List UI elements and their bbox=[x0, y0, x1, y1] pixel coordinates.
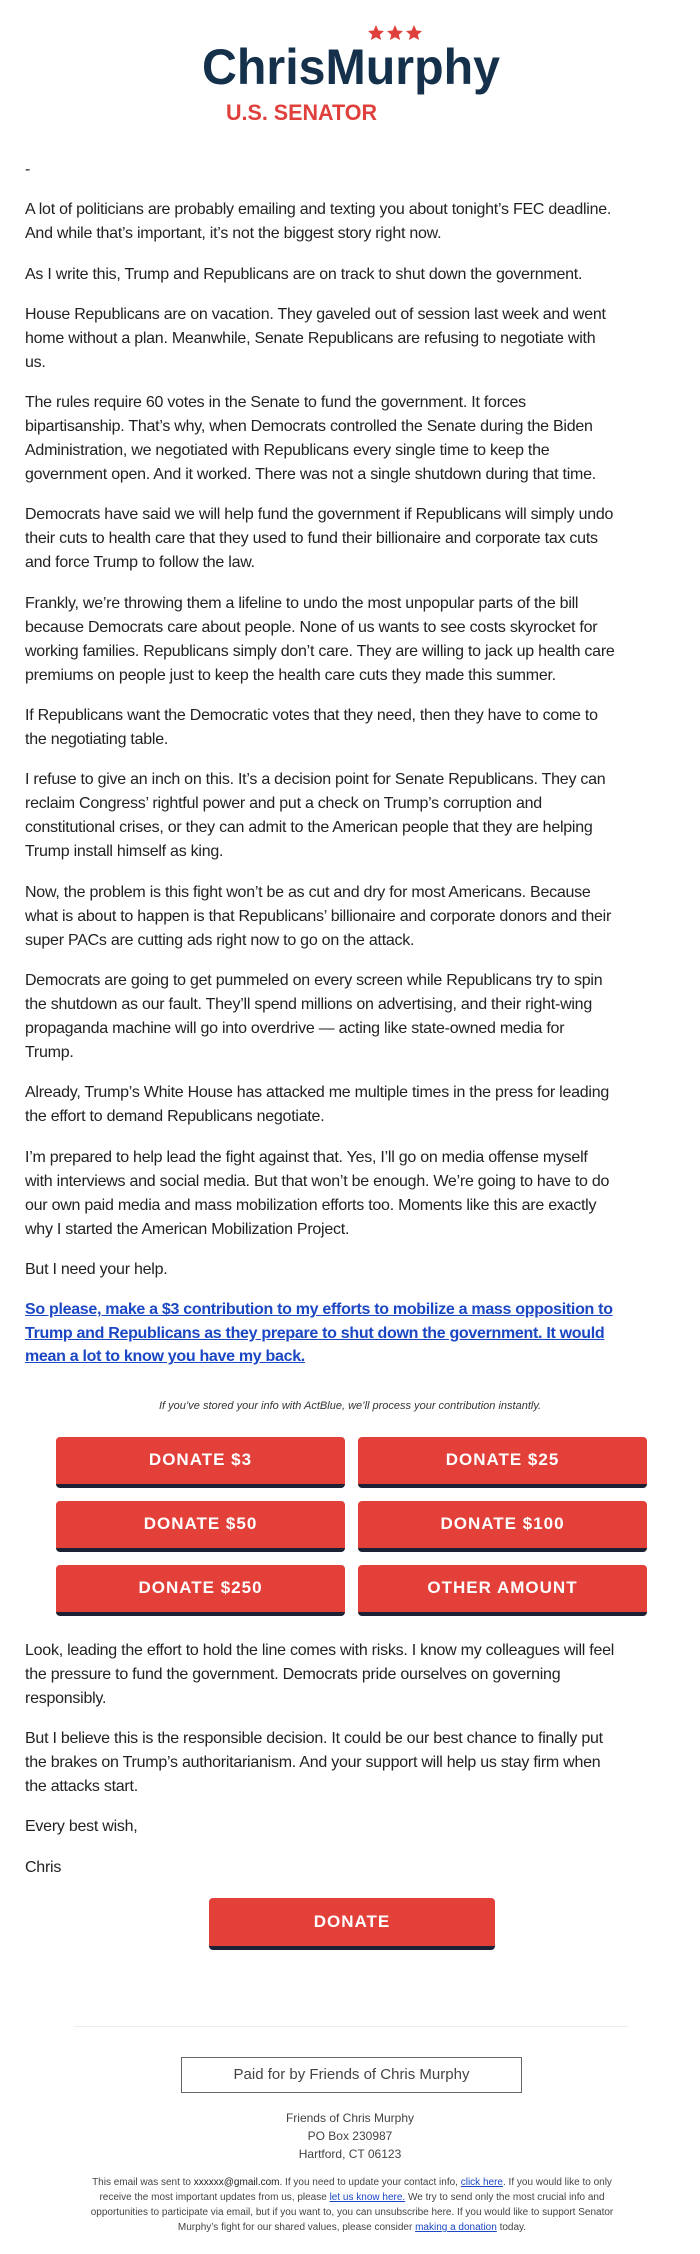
paragraph-line: Democrats have said we will help fund the government if Republicans will simply undo bbox=[25, 506, 614, 524]
paragraph-line: Frankly, we’re throwing them a lifeline to undo the most unpopular parts of the bill bbox=[25, 594, 579, 612]
fine-print-text: We try to send only the most crucial info and opportunities to participate via email, but if you want to, you can unsubscribe here. If you would like to support Senator Murphy’s fight for our shared values, please consider bbox=[90, 2192, 614, 2233]
paragraph-line: the negotiating table. bbox=[25, 731, 169, 749]
paragraph-line: the shutdown as our fault. They’ll spend millions on advertising, and their right-wing bbox=[25, 995, 592, 1013]
body-paragraph bbox=[25, 768, 675, 864]
donate-amount-button[interactable]: DONATE $50 bbox=[56, 1501, 345, 1552]
paid-for-disclaimer: Paid for by Friends of Chris Murphy bbox=[181, 2057, 522, 2093]
logo-name: ChrisMurphy bbox=[202, 39, 501, 95]
paragraph-line: the effort to demand Republicans negotiate. bbox=[25, 1108, 325, 1126]
contribution-link-line[interactable]: So please, make a $3 contribution to my efforts to mobilize a mass opposition to bbox=[25, 1301, 613, 1319]
paragraph-line: Trump. bbox=[25, 1043, 74, 1061]
body-paragraph bbox=[25, 1815, 675, 1839]
paragraph-line: If Republicans want the Democratic votes that they need, then they have to come to bbox=[25, 707, 598, 725]
paragraph-line: I’m prepared to help lead the fight against that. Yes, I’ll go on media offense myself bbox=[25, 1148, 588, 1166]
donate-button[interactable]: DONATE bbox=[209, 1898, 495, 1950]
paragraph-line: bipartisanship. That’s why, when Democrats controlled the Senate during the Biden bbox=[25, 418, 593, 436]
paragraph-line: House Republicans are on vacation. They gaveled out of session last week and went bbox=[25, 305, 606, 323]
body-paragraph bbox=[25, 1639, 675, 1711]
body-paragraph bbox=[25, 1081, 675, 1129]
paragraph-line: But I believe this is the responsible decision. It could be our best chance to finally put bbox=[25, 1729, 603, 1747]
logo-subtitle: U.S. SENATOR bbox=[226, 100, 378, 124]
paragraph-line: premiums on people just to keep the health care cuts they made this summer. bbox=[25, 666, 556, 684]
address-line: PO Box 230987 bbox=[307, 2129, 393, 2143]
paragraph-line: And while that’s important, it’s not the biggest story right now. bbox=[25, 225, 442, 243]
body-paragraph bbox=[25, 1258, 675, 1282]
paragraph-line: the brakes on Trump’s authoritarianism. And your support will help us stay firm when bbox=[25, 1753, 601, 1771]
paragraph-line: the attacks start. bbox=[25, 1777, 138, 1795]
paragraph-line: Administration, we negotiated with Republicans every single time to keep the bbox=[25, 442, 550, 460]
donate-button-grid bbox=[56, 1437, 675, 1616]
paragraph-line: and force Trump to follow the law. bbox=[25, 554, 255, 572]
paragraph-line: us. bbox=[25, 353, 46, 371]
body-paragraph bbox=[25, 503, 675, 575]
paragraph-line: Every best wish, bbox=[25, 1818, 138, 1836]
cta-paragraph bbox=[25, 1298, 675, 1369]
paragraph-line: responsibly. bbox=[25, 1689, 107, 1707]
body-paragraph bbox=[25, 881, 675, 953]
paragraph-line: A lot of politicians are probably emailing and texting you about tonight’s FEC deadline. bbox=[25, 201, 612, 219]
paragraph-line: their cuts to health care that they used to fund their billionaire and corporate tax cuts bbox=[25, 530, 598, 548]
paragraph-line: our own paid media and mass mobilization efforts too. Moments like this are exactly bbox=[25, 1196, 597, 1214]
footer-divider bbox=[74, 2026, 628, 2027]
fine-print-text: . If you would like to only receive the most important updates from us, please bbox=[99, 2177, 612, 2203]
logo-stars-icon bbox=[368, 25, 422, 40]
body-paragraph bbox=[25, 391, 675, 487]
body-paragraph bbox=[25, 263, 675, 287]
paragraph-line: why I started the American Mobilization Project. bbox=[25, 1220, 350, 1238]
paragraph-line: Look, leading the effort to hold the line comes with risks. I know my colleagues will feel bbox=[25, 1641, 615, 1659]
contribution-link-line[interactable]: Trump and Republicans as they prepare to shut down the government. It would bbox=[25, 1324, 605, 1342]
update-contact-link[interactable]: click here bbox=[460, 2177, 503, 2188]
body-paragraph bbox=[25, 592, 675, 688]
donate-amount-button[interactable]: DONATE $100 bbox=[358, 1501, 647, 1552]
body-paragraph bbox=[25, 1727, 675, 1799]
paragraph-line: constitutional crises, or they can admit to the American people that they are helping bbox=[25, 819, 593, 837]
header-logo-area bbox=[0, 0, 700, 158]
address-line: Friends of Chris Murphy bbox=[285, 2111, 415, 2125]
important-updates-link[interactable]: let us know here. bbox=[329, 2192, 406, 2203]
donate-amount-button[interactable]: OTHER AMOUNT bbox=[358, 1565, 647, 1616]
contribution-link-line[interactable]: mean a lot to know you have my back. bbox=[25, 1348, 305, 1366]
paragraph-line: government open. And it worked. There was not a single shutdown during that time. bbox=[25, 466, 596, 484]
paragraph-line: working families. Republicans simply don’t care. They are willing to jack up health care bbox=[25, 642, 615, 660]
paragraph-line: reclaim Congress’ rightful power and put a check on Trump’s corruption and bbox=[25, 795, 542, 813]
body-paragraphs-bottom bbox=[25, 1639, 675, 1880]
contribution-link[interactable] bbox=[25, 1298, 675, 1369]
paragraph-line: what is about to happen is that Republicans’ billionaire and corporate donors and their bbox=[25, 907, 612, 925]
recipient-email: xxxxxx@gmail.com bbox=[193, 2177, 280, 2188]
intro-dash: - bbox=[25, 161, 31, 178]
paragraph-line: Trump install himself as king. bbox=[25, 843, 224, 861]
paragraph-line: Democrats are going to get pummeled on every screen while Republicans try to spin bbox=[25, 971, 603, 989]
paragraph-line: propaganda machine will go into overdrive — acting like state-owned media for bbox=[25, 1019, 565, 1037]
actblue-note: If you’ve stored your info with ActBlue, we’ll process your contribution instantly. bbox=[158, 1399, 542, 1412]
donate-amount-button[interactable]: DONATE $3 bbox=[56, 1437, 345, 1488]
paragraph-line: I refuse to give an inch on this. It’s a decision point for Senate Republicans. They can bbox=[25, 771, 606, 789]
paragraph-line: Chris bbox=[25, 1858, 62, 1876]
fine-print-text: today. bbox=[496, 2222, 527, 2233]
fine-print-text: This email was sent to bbox=[92, 2177, 194, 2188]
fine-print-text: . If you need to update your contact info, bbox=[279, 2177, 461, 2188]
donate-amount-button[interactable]: DONATE $25 bbox=[358, 1437, 647, 1488]
body-paragraph bbox=[25, 1856, 675, 1880]
address-line: Hartford, CT 06123 bbox=[298, 2147, 402, 2161]
paragraph-line: the pressure to fund the government. Democrats pride ourselves on governing bbox=[25, 1665, 561, 1683]
footer-fine-print bbox=[85, 2175, 619, 2235]
body-paragraph bbox=[25, 704, 675, 752]
paragraph-line: Now, the problem is this fight won’t be as cut and dry for most Americans. Because bbox=[25, 883, 591, 901]
body-paragraph bbox=[25, 303, 675, 375]
paragraph-line: The rules require 60 votes in the Senate to fund the government. It forces bbox=[25, 394, 526, 412]
paragraph-line: As I write this, Trump and Republicans are on track to shut down the government. bbox=[25, 265, 583, 283]
paragraph-line: with interviews and social media. But that won’t be enough. We’re going to have to do bbox=[25, 1172, 610, 1190]
paragraph-line: because Democrats care about people. None of us wants to see costs skyrocket for bbox=[25, 618, 598, 636]
make-donation-link[interactable]: making a donation bbox=[415, 2222, 497, 2233]
body-paragraphs-top bbox=[25, 198, 675, 1282]
paragraph-line: super PACs are cutting ads right now to go on the attack. bbox=[25, 931, 415, 949]
chris-murphy-logo bbox=[196, 24, 508, 124]
paragraph-line: home without a plan. Meanwhile, Senate Republicans are refusing to negotiate with bbox=[25, 329, 596, 347]
body-paragraph bbox=[25, 198, 675, 246]
body-paragraph bbox=[25, 1146, 675, 1242]
paragraph-line: Already, Trump’s White House has attacked me multiple times in the press for leading bbox=[25, 1084, 610, 1102]
mailing-address bbox=[0, 2109, 700, 2163]
email-body bbox=[0, 158, 700, 1950]
paragraph-line: But I need your help. bbox=[25, 1260, 168, 1278]
body-paragraph bbox=[25, 969, 675, 1065]
donate-amount-button[interactable]: DONATE $250 bbox=[56, 1565, 345, 1616]
